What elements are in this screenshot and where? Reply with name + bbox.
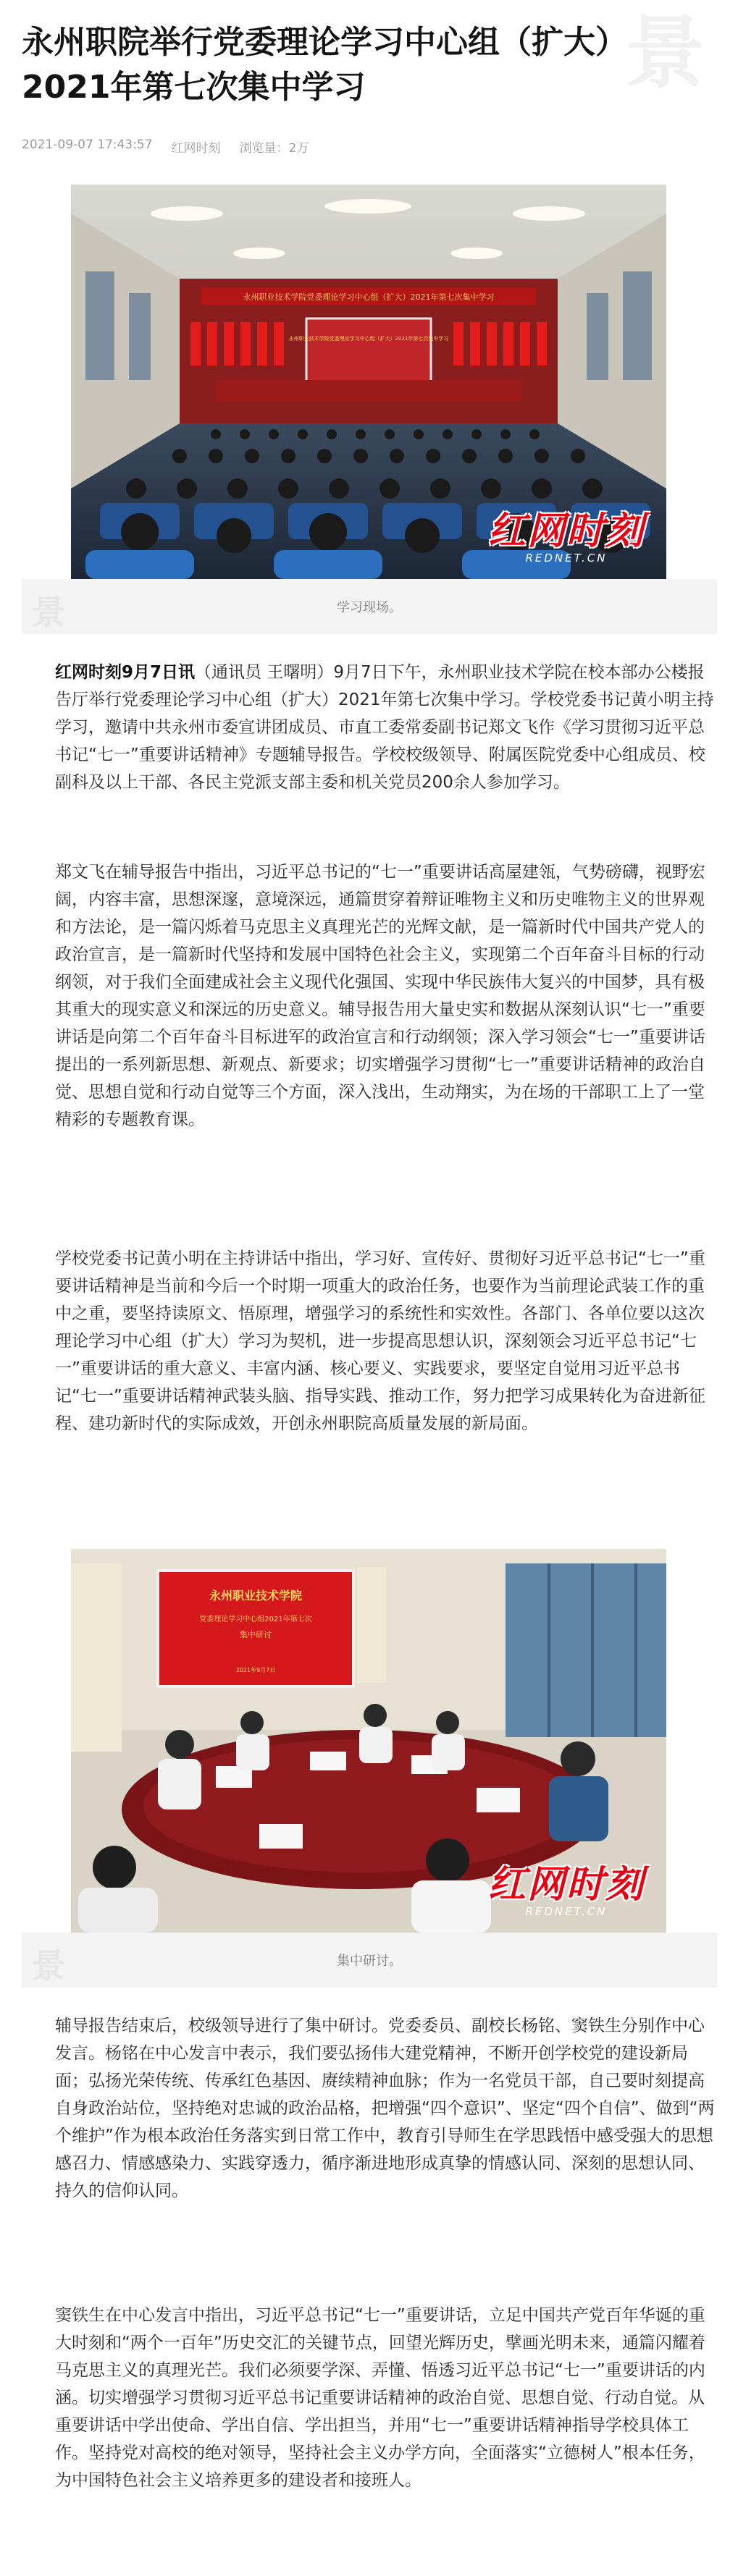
rednet-logo-text: 红网时刻 (487, 510, 645, 553)
article-title: 永州职院举行党委理论学习中心组（扩大）2021年第七次集中学习 (22, 24, 627, 106)
caption-watermark-icon: 景 (32, 593, 65, 632)
screen-date: 2021年9月7日 (235, 1667, 276, 1673)
paragraph-3: 学校党委书记黄小明在主持讲话中指出，学习好、宣传好、贯彻好习近平总书记“七一”重要讲话精神是当前和今后一个时期一项重大的政治任务，也要作为当前理论武装工作的重中之重，要坚持读原文、悟原理，增强学习的系统性和实效性。各部门、各单位要以这次理论学习中心组（扩大）学习为契机，进一步提高思想认识，深刻领会习近平总书记“七一”重要讲话的重大意义、丰富内涵、核心要义、实践要求，要坚定自觉用习近平总书记“七一”重要讲话精神武装头脑、指导实践、推动工作，努力把学习成果转化为奋进新征程、建功新时代的实际成效，开创永州职院高质量发展的新局面。 (55, 1249, 705, 1433)
rednet-logo-sub: REDNET.CN (525, 552, 608, 565)
caption-text: 集中研讨。 (337, 1954, 402, 1969)
paragraph-1-text: （通讯员 王曙明）9月7日下午，永州职业技术学院在校本部办公楼报告厅举行党委理论学习中心组（扩大）2021年第七次集中学习。学校党委书记黄小明主持学习，邀请中共永州市委宣讲团成员、市直工委常委副书记郑文飞作《学习贯彻习近平总书记“七一”重要讲话精神》专题辅导报告。学校校级领导、附属医院党委中心组成员、校副科及以上干部、各民主党派支部主委和机关党员200余人参加学习。 (55, 663, 714, 792)
source-link[interactable]: 红网时刻 (171, 141, 221, 156)
photo-caption (22, 579, 717, 634)
caption-text: 学习现场。 (337, 600, 402, 615)
photo-caption (22, 1933, 717, 1988)
screen-line-3: 集中研讨 (240, 1630, 272, 1639)
article-meta (22, 138, 309, 156)
rednet-logo (488, 500, 645, 565)
rednet-logo (488, 1854, 645, 1918)
paragraph-2: 郑文飞在辅导报告中指出，习近平总书记的“七一”重要讲话高屋建瓴，气势磅礴，视野宏阔，内容丰富，思想深邃，意境深远，通篇贯穿着辩证唯物主义和历史唯物主义的世界观和方法论，是一篇闪烁着马克思主义真理光芒的光辉文献，是一篇新时代中国共产党人的政治宣言，是一篇新时代坚持和发展中国特色社会主义，实现第二个百年奋斗目标的行动纲领，对于我们全面建成社会主义现代化强国、实现中华民族伟大复兴的中国梦，具有极其重大的现实意义和深远的历史意义。辅导报告用大量史实和数据从深刻认识“七一”重要讲话是向第二个百年奋斗目标进军的政治宣言和行动纲领；深入学习领会“七一”重要讲话提出的一系列新思想、新观点、新要求；切实增强学习贯彻“七一”重要讲话精神的政治自觉、思想自觉和行动自觉等三个方面，深入浅出，生动翔实，为在场的干部职工上了一堂精彩的专题教育课。 (55, 863, 705, 1129)
screen-line-2: 党委理论学习中心组2021年第七次 (199, 1616, 312, 1623)
corner-watermark-icon: 景 (625, 6, 705, 99)
photo-study-site[interactable] (71, 185, 666, 579)
paragraph-1 (55, 659, 717, 796)
paragraph-4: 辅导报告结束后，校级领导进行了集中研讨。党委委员、副校长杨铭、窦铁生分别作中心发言。杨铭在中心发言中表示，我们要弘扬伟大建党精神，不断开创学校党的建设新局面；弘扬光荣传统、传承红色基因、赓续精神血脉；作为一名党员干部，自己要时刻提高自身政治站位，坚持绝对忠诚的政治品格，把增强“四个意识”、坚定“四个自信”、做到“两个维护”作为根本政治任务落实到日常工作中，教育引导师生在学思践悟中感受强大的思想感召力、情感感染力、实践穿透力，循序渐进地形成真挚的情感认同、深刻的思想认同、持久的信仰认同。 (55, 2017, 715, 2200)
view-count: 浏览量：2万 (239, 141, 309, 156)
stage-banner-text: 永州职业技术学院党委理论学习中心组（扩大）2021年第七次集中学习 (243, 292, 495, 302)
paragraph-5: 窦铁生在中心发言中指出，习近平总书记“七一”重要讲话，立足中国共产党百年华诞的重大时刻和“两个一百年”历史交汇的关键节点，回望光辉历史，擘画光明未来，通篇闪耀着马克思主义的真理光芒。我们必须要学深、弄懂、悟透习近平总书记“七一”重要讲话的内涵。切实增强学习贯彻习近平总书记重要讲话精神的政治自觉、思想自觉、行动自觉。从重要讲话中学出使命、学出自信、学出担当，并用“七一”重要讲话精神指导学校具体工作。坚持党对高校的绝对领导，坚持社会主义办学方向，全面落实“立德树人”根本任务，为中国特色社会主义培养更多的建设者和接班人。 (55, 2306, 705, 2490)
screen-title: 永州职业技术学院 (209, 1589, 303, 1602)
rednet-logo-text: 红网时刻 (487, 1863, 645, 1906)
screen-text: 永州职业技术学院党委理论学习中心组（扩大）2021年第七次集中学习 (288, 336, 449, 342)
publish-date: 2021-09-07 17:43:57 (22, 138, 153, 152)
photo-discussion[interactable] (71, 1549, 666, 1933)
news-dateline: 红网时刻9月7日讯 (55, 663, 196, 682)
caption-watermark-icon: 景 (32, 1946, 65, 1985)
rednet-logo-sub: REDNET.CN (525, 1905, 608, 1918)
